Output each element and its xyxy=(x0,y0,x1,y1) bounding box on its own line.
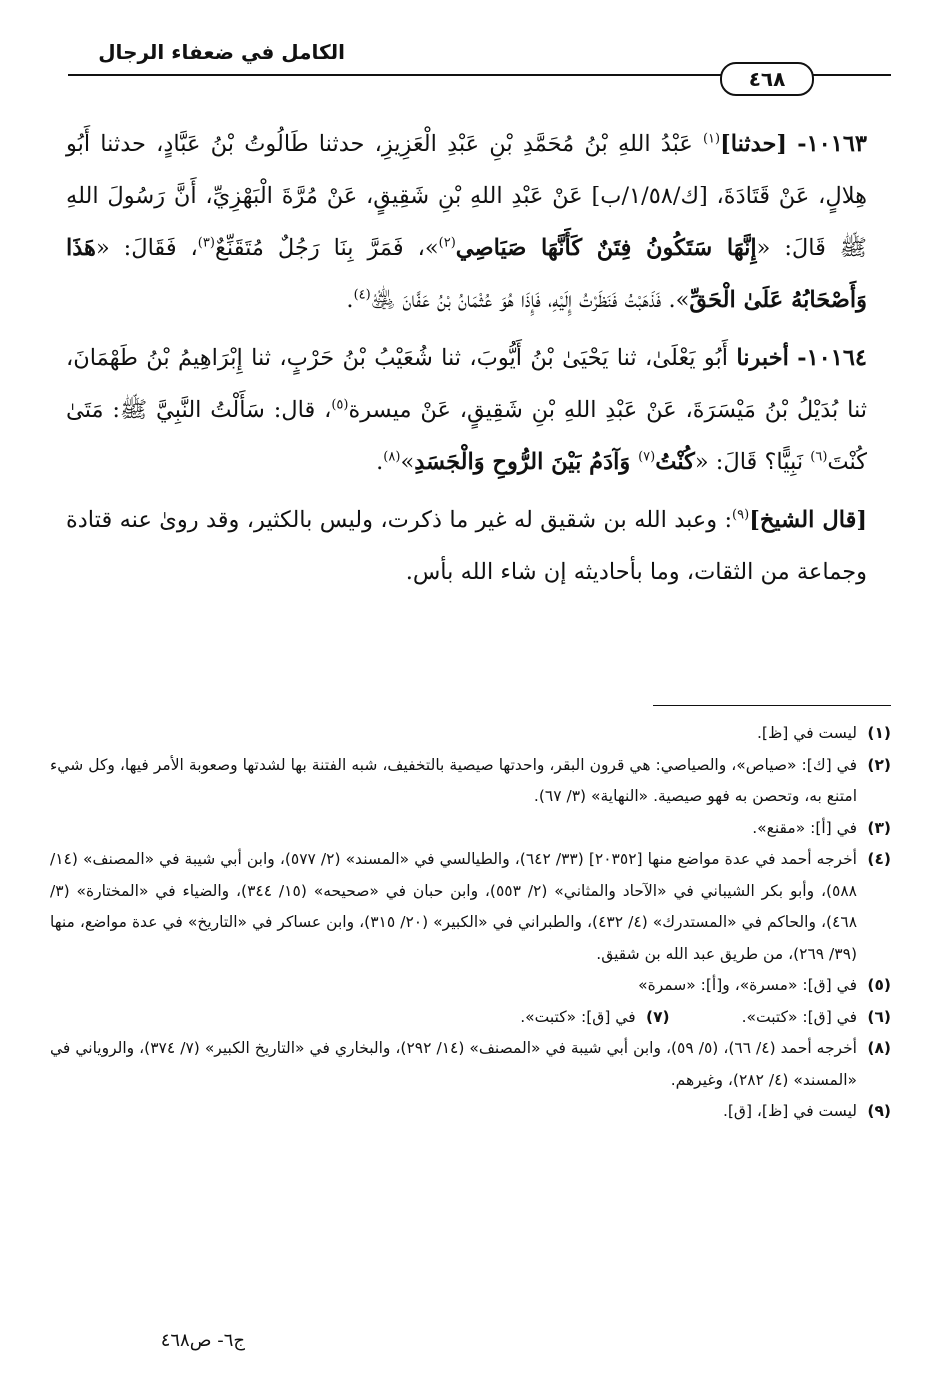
narration-text: . xyxy=(346,287,354,313)
footnote-ref: (٢) xyxy=(438,235,456,251)
footnote-number: (٣) xyxy=(867,818,891,837)
narration-text: ، قال: سَأَلْتُ النَّبِيَّ ﷺ: مَتَىٰ كُنْتَ xyxy=(66,397,867,475)
narration-lead: [حدثنا] xyxy=(720,131,788,157)
hadith-text: هَذَا وَأَصْحَابُهُ عَلَىٰ الْحَقِّ xyxy=(66,235,867,313)
narration-text: . xyxy=(376,449,384,475)
narration-lead: أخبرنا xyxy=(736,345,789,371)
footnote-pair-6-7 xyxy=(50,1002,891,1034)
footnote-text: أخرجه أحمد (٤/ ٦٦)، (٥/ ٥٩)، وابن أبي شيبة في «المصنف» (١٤/ ٢٩٢)، والبخاري في «التاريخ الكبير» (٧/ ٣٧٤)، والروياني في «المسند» (٤/ ٢٨٢)، وغيرهم. xyxy=(50,1039,857,1089)
footnote-1 xyxy=(50,718,891,750)
footnote-5 xyxy=(50,970,891,1002)
footnotes xyxy=(50,718,891,1128)
hadith-text: وَآدَمُ بَيْنَ الرُّوحِ وَالْجَسَدِ xyxy=(414,449,639,475)
narration-text: ». فَذَهَبْتُ فَنَظَرْتُ إِلَيْهِ، فَإِذَا هُوَ عُثْمَانُ بْنُ عَفَّانَ ﵁ xyxy=(370,287,690,313)
footnote-number: (٢) xyxy=(867,755,891,774)
footnote-number: (٩) xyxy=(867,1102,891,1120)
footnote-number: (٧) xyxy=(645,1007,670,1026)
footnote-ref: (٧) xyxy=(638,449,656,465)
page-footer-reference: ج٦- ص٤٦٨ xyxy=(160,1330,245,1351)
paragraph-10164 xyxy=(66,332,867,488)
footnote-text: في [ق]: «كتبت». xyxy=(520,1007,636,1026)
hadith-number: ١٠١٦٤- xyxy=(797,345,867,371)
paragraph-sheikh-comment xyxy=(66,494,867,598)
footnote-text: في [ك]: «صياص»، والصياصي: هي قرون البقر، واحدتها صيصية بالتخفيف، شبه الفتنة بها لشدتها وصعوبة الأمر فيها، وكل شيء امتنع به، وتحصن به فهو صيصية. «النهاية» (٣/ ٦٧). xyxy=(50,755,857,805)
footnote-number: (٨) xyxy=(867,1039,891,1057)
footnote-ref: (٥) xyxy=(331,397,349,413)
footnote-text: أخرجه أحمد في عدة مواضع منها [٢٠٣٥٢] (٣٣/ ٦٤٢)، والطيالسي في «المسند» (٢/ ٥٧٧)، وابن أبي شيبة في «المصنف» (١٤/ ٥٨٨)، وأبو بكر الشيباني في «الآحاد والمثاني» (٢/ ٥٥٣)، وابن حبان في «صحيحه» (١٥/ ٣٤٤)، والضياء في «المختارة» (٣/ ٤٦٨)، والحاكم في «المستدرك» (٤/ ٤٣٢)، والطبراني في «الكبير» (٢٠/ ٣١٥)، وابن عساكر في «التاريخ» في عدة مواضع، منها (٣٩/ ٢٦٩)، من طريق عبد الله بن شقيق. xyxy=(50,850,858,963)
isnad-text: عَبْدُ اللهِ بْنُ مُحَمَّدِ بْنِ عَبْدِ الْعَزِيزِ، حدثنا طَالُوتُ بْنُ عَبَّادٍ، حدثنا أَبُو هِلالٍ، عَنْ قَتَادَةَ، [ك/١/٥٨/ب] عَنْ عَبْدِ اللهِ بْنِ شَقِيقٍ، عَنْ مُرَّةَ الْبَهْزِيِّ، أَنَّ رَسُولَ اللهِ ﷺ قَالَ: « xyxy=(66,131,867,261)
footnote-ref: (٨) xyxy=(383,449,401,465)
comment-text: : وعبد الله بن شقيق له غير ما ذكرت، وليس بالكثير، وقد روىٰ عنه قتادة وجماعة من الثقات، وما بأحاديثه إن شاء الله بأس. xyxy=(66,507,867,585)
footnote-8 xyxy=(50,1033,891,1096)
running-header-title: الكامل في ضعفاء الرجال xyxy=(98,40,345,64)
narration-text: ، فَقَالَ: « xyxy=(95,235,198,261)
narration-text: نَبِيًّا؟ قَالَ: « xyxy=(694,449,811,475)
paragraph-10163 xyxy=(66,118,867,326)
page-number-badge: ٤٦٨ xyxy=(720,62,814,96)
footnote-text: في [ق]: «مسرة»، و[أ]: «سمرة» xyxy=(638,976,857,994)
footnote-ref: (٤) xyxy=(353,287,371,303)
narration-text: »، فَمَرَّ بِنَا رَجُلٌ مُتَقَنِّعٌ xyxy=(214,235,439,261)
footnote-ref: (٣) xyxy=(197,235,215,251)
footnote-9 xyxy=(50,1096,891,1128)
footnote-2 xyxy=(50,750,891,813)
hadith-text: كُنْتُ xyxy=(655,449,695,475)
footnote-text: ليست في [ظ]، [ق]. xyxy=(722,1102,857,1120)
hadith-text: إِنَّهَا سَتَكُونُ فِتَنٌ كَأَنَّهَا صَيَاصِي xyxy=(455,235,757,261)
footnote-number: (١) xyxy=(867,724,891,742)
footnote-ref: (٩) xyxy=(732,507,750,523)
footnote-separator xyxy=(653,705,891,706)
footnote-6 xyxy=(742,1002,891,1034)
footnote-ref: (٦) xyxy=(810,449,828,465)
footnote-number: (٤) xyxy=(867,850,891,868)
footnote-number: (٥) xyxy=(867,976,891,994)
footnote-text: في [ق]: «كتبت». xyxy=(741,1007,857,1026)
footnote-4 xyxy=(50,844,891,970)
footnote-text: في [أ]: «مقنع». xyxy=(752,818,857,837)
narration-text: » xyxy=(400,449,415,475)
hadith-number: ١٠١٦٣- xyxy=(797,131,867,157)
isnad-text: أَبُو يَعْلَىٰ، ثنا يَحْيَىٰ بْنُ أَيُّوبَ، ثنا شُعَيْبُ بْنُ حَرْبٍ، ثنا إِبْرَاهِيمُ بْنُ طَهْمَانَ، ثنا بُدَيْلُ بْنُ مَيْسَرَةَ، عَنْ عَبْدِ اللهِ بْنِ شَقِيقٍ، عَنْ ميسرة xyxy=(66,345,867,423)
footnote-ref: (١) xyxy=(702,131,721,147)
comment-lead: [قال الشيخ] xyxy=(749,507,867,533)
main-text xyxy=(66,118,867,604)
footnote-3 xyxy=(50,813,891,845)
footnote-text: ليست في [ظ]. xyxy=(757,724,857,742)
footnote-number: (٦) xyxy=(867,1007,891,1026)
footnote-7 xyxy=(520,1002,669,1034)
